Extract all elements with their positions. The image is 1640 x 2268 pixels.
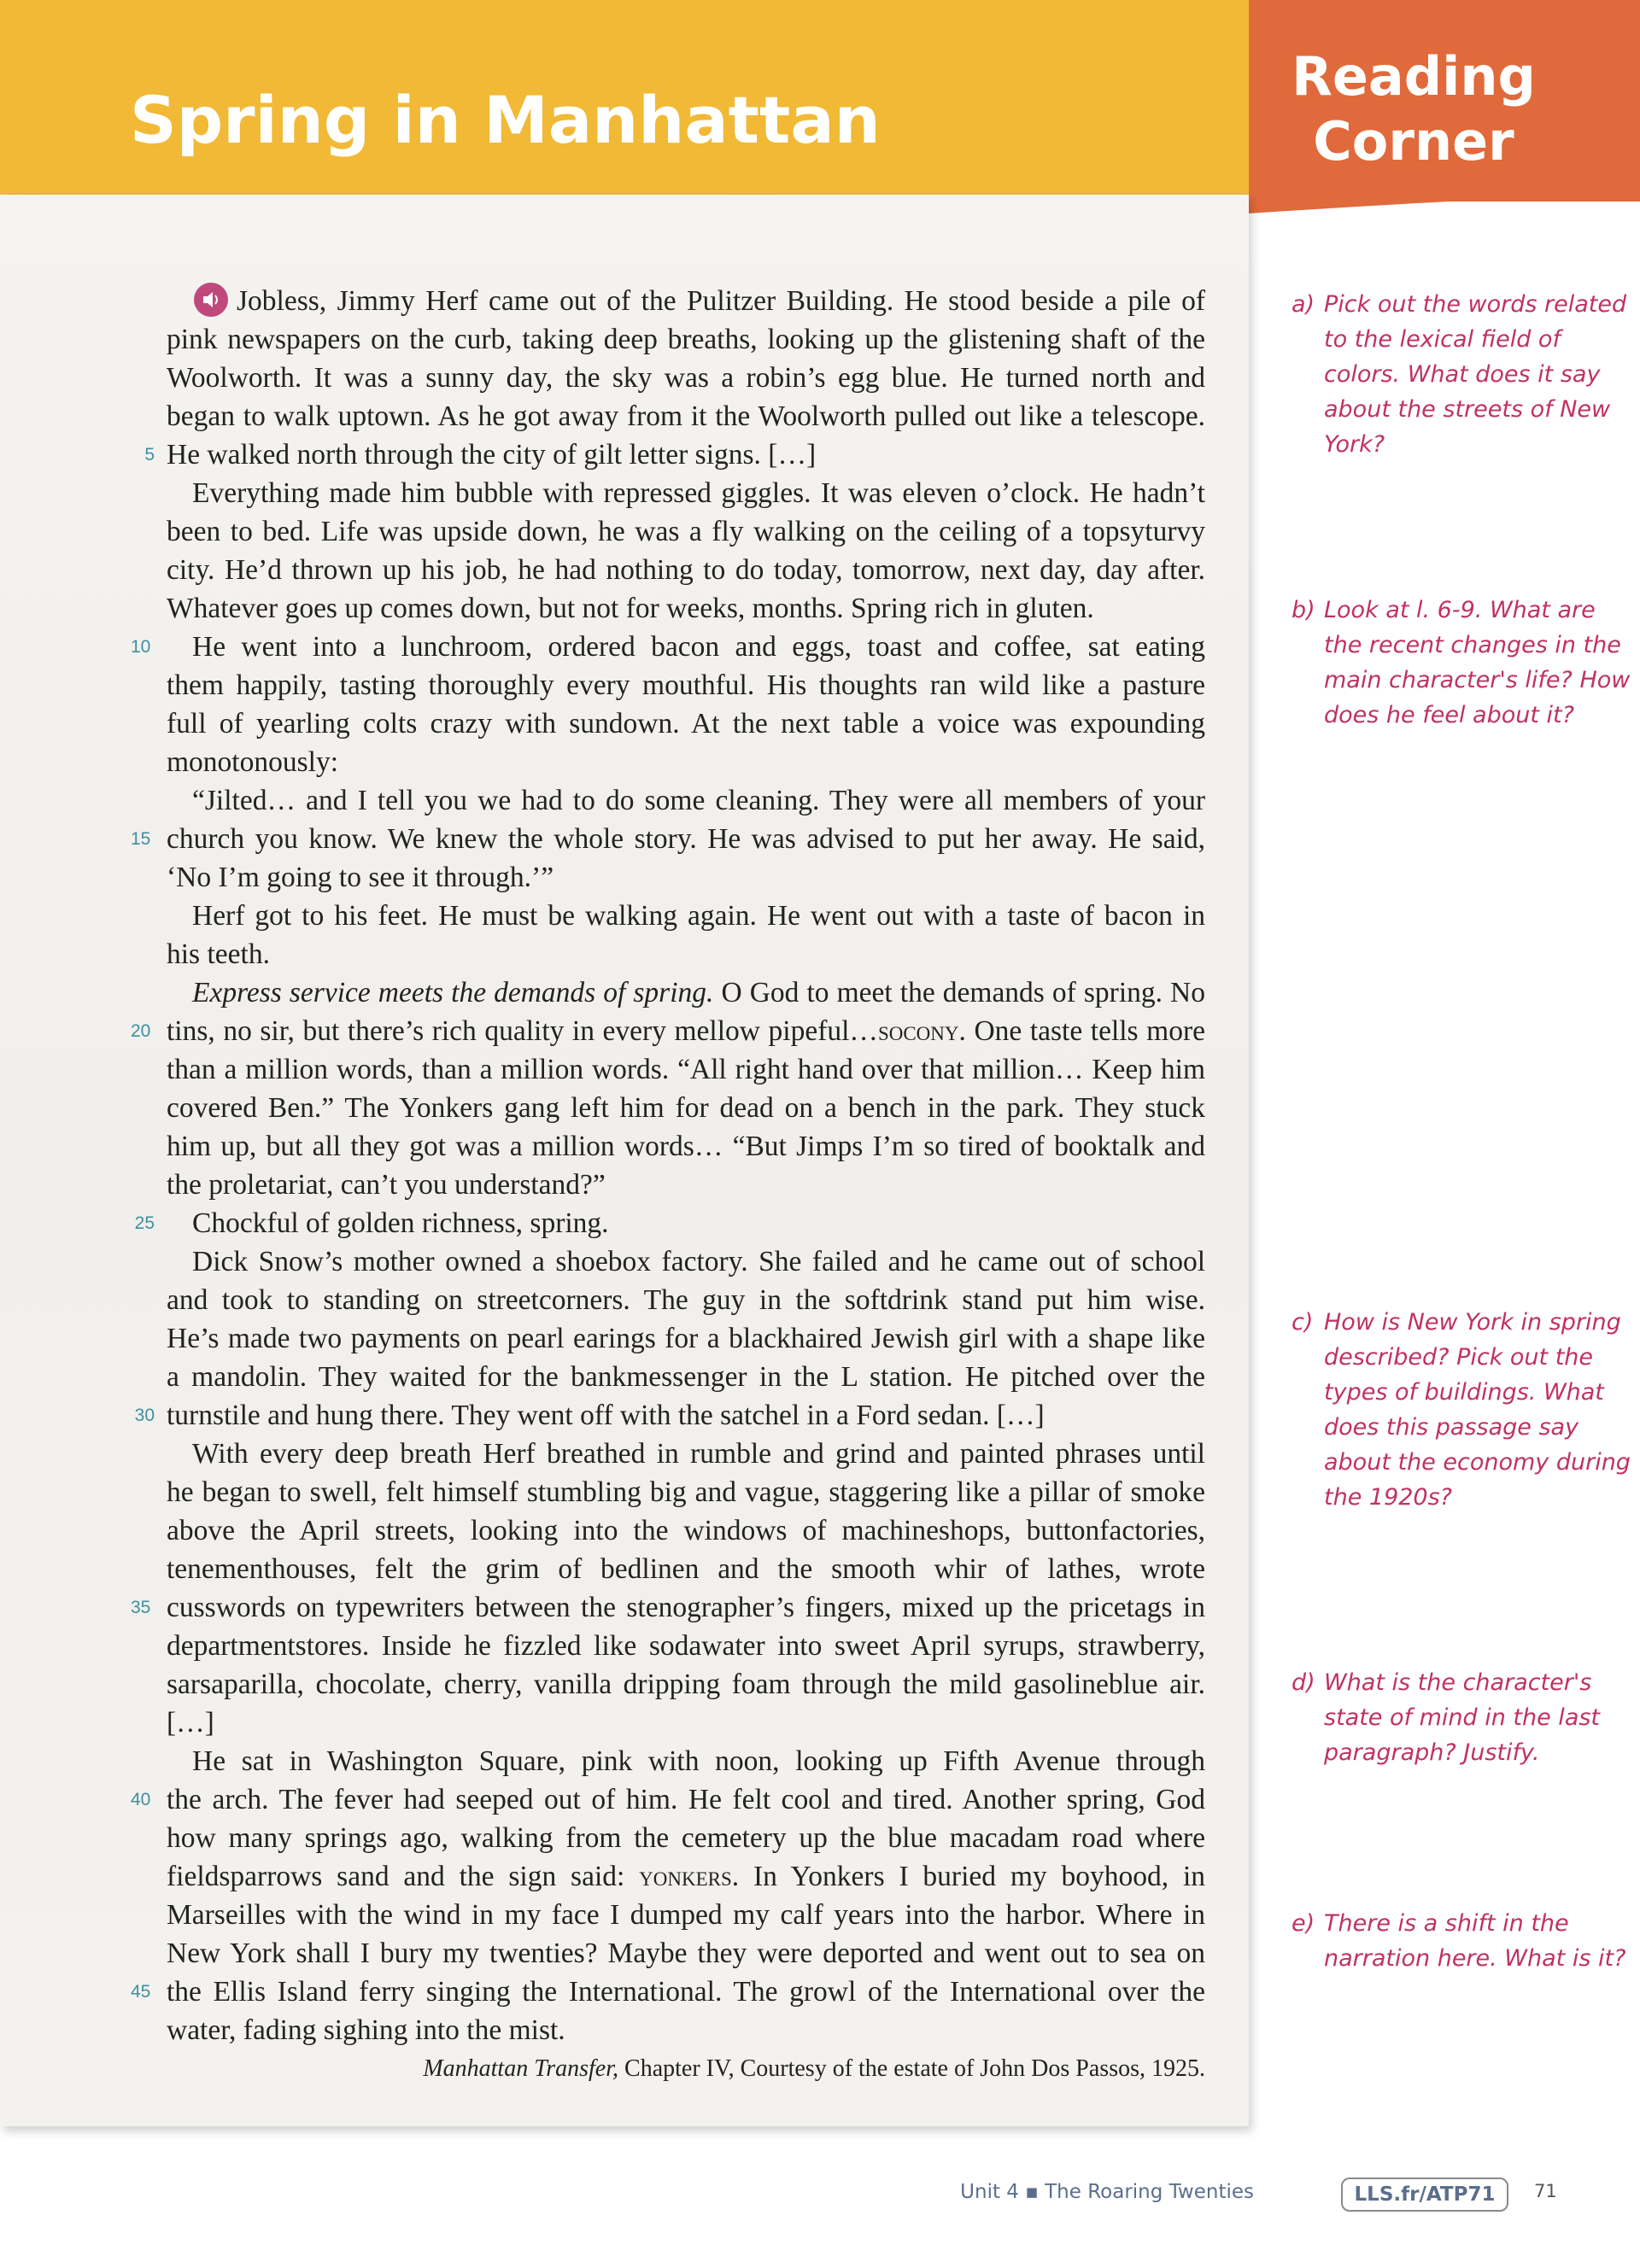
passage (131, 282, 1206, 2088)
line-number: 5 (144, 445, 155, 465)
page-footer (960, 2177, 1572, 2215)
source-title: Manhattan Transfer, (423, 2055, 619, 2082)
text-line: Jobless, Jimmy Herf came out of the Pulitzer Building. He stood beside a pile of (167, 282, 1205, 320)
text-line: 25 Chockful of golden richness, spring. (167, 1204, 1205, 1242)
text-line: tenementhouses, felt the grim of bedlinen and the smooth whir of lathes, wrote (167, 1553, 1205, 1585)
text-line: began to walk uptown. As he got away from it the Woolworth pulled out like a telescope. (167, 400, 1205, 432)
text-line: he began to swell, felt himself stumbling big and vague, staggering like a pillar of smoke (167, 1476, 1205, 1508)
text-line: sarsaparilla, chocolate, cherry, vanilla dripping foam through the mild gasolineblue air. (167, 1669, 1205, 1700)
text-line: Marseilles with the wind in my face I dumped my calf years into the harbor. Where in (167, 1899, 1205, 1931)
text-line: 5 He walked north through the city of gilt letter signs. […] (167, 435, 1205, 474)
text-line: and took to standing on streetcorners. The guy in the softdrink stand put him wise. (167, 1284, 1205, 1316)
text-line: him up, but all they got was a million words… “But Jimps I’m so tired of booktalk and (167, 1131, 1205, 1162)
question-d: d) What is the character's state of mind in the last paragraph? Justify. (1292, 1669, 1601, 1766)
reading-corner-line2: Corner (1313, 110, 1514, 172)
text-line: water, fading sighing into the mist. (167, 2014, 565, 2046)
text-line: Dick Snow’s mother owned a shoebox factory. She failed and he came out of school (192, 1246, 1205, 1277)
speaker-icon[interactable] (194, 283, 228, 317)
text-line: Everything made him bubble with repressed giggles. It was eleven o’clock. He hadn’t (192, 477, 1205, 509)
line-number: 30 (134, 1406, 155, 1425)
question-a: a) Pick out the words related to the lexical field of colors. What does it say about the streets of New York? (1292, 291, 1627, 458)
reading-corner-title (1249, 44, 1578, 174)
text-line: “Jilted… and I tell you we had to do some cleaning. They were all members of your (192, 785, 1205, 816)
text-line: departmentstores. Inside he fizzled like sodawater into sweet April syrups, strawberry, (167, 1630, 1205, 1662)
text-line: city. He’d thrown up his job, he had nothing to do today, tomorrow, next day, day after. (167, 554, 1205, 586)
text-line: than a million words, than a million words. “All right hand over that million… Keep him (167, 1054, 1205, 1085)
text-line: 40 the arch. The fever had seeped out of him. He felt cool and tired. Another spring, God (167, 1780, 1205, 1819)
text-line: Herf got to his feet. He must be walking again. He went out with a taste of bacon in (192, 900, 1205, 932)
text-line: a mandolin. They waited for the bankmessenger in the L station. He pitched over the (167, 1361, 1205, 1393)
text-line: his teeth. (167, 938, 270, 970)
smallcaps-socony: socony (877, 1015, 959, 1047)
text-line: full of yearling colts crazy with sundown. At the next table a voice was expounding (167, 708, 1205, 739)
line-number: 25 (134, 1213, 155, 1233)
text-line: Express service meets the demands of spring. O God to meet the demands of spring. No (192, 977, 1206, 1008)
line-number: 10 (131, 637, 151, 657)
text-line: 30 turnstile and hung there. They went off with the satchel in a Ford sedan. […] (167, 1396, 1205, 1435)
text-line: monotonously: (167, 746, 339, 778)
text-line: He’s made two payments on pearl earings for a blackhaired Jewish girl with a shape like (167, 1323, 1205, 1354)
text-line: fieldsparrows sand and the sign said: yonkers. In Yonkers I buried my boyhood, in (167, 1861, 1205, 1892)
line-number: 45 (131, 1982, 151, 2002)
text-line: He sat in Washington Square, pink with noon, looking up Fifth Avenue through (192, 1745, 1205, 1777)
text-line: With every deep breath Herf breathed in rumble and grind and painted phrases until (192, 1438, 1205, 1470)
line-number: 35 (131, 1598, 151, 1617)
unit-label: Unit 4 ▪ The Roaring Twenties (960, 2181, 1254, 2203)
question-e: e) There is a shift in the narration here. What is it? (1292, 1910, 1626, 1972)
line-number: 40 (131, 1790, 151, 1809)
text-line: the proletariat, can’t you understand?” (167, 1169, 606, 1201)
smallcaps-yonkers: yonkers (639, 1861, 732, 1892)
text-line: above the April streets, looking into the windows of machineshops, buttonfactories, (167, 1515, 1205, 1546)
page-title: Spring in Manhattan (130, 82, 881, 158)
page-number: 71 (1534, 2181, 1557, 2201)
reading-corner-line1: Reading (1292, 45, 1536, 108)
source-citation: Manhattan Transfer, Chapter IV, Courtesy of the estate of John Dos Passos, 1925. (423, 2055, 1205, 2082)
lls-link[interactable]: LLS.fr/ATP71 (1341, 2177, 1508, 2212)
line-number: 15 (131, 829, 151, 849)
text-line: 15 church you know. We knew the whole story. He was advised to put her away. He said, (167, 820, 1205, 858)
text-line: how many springs ago, walking from the cemetery up the blue macadam road where (167, 1822, 1205, 1854)
line-number: 20 (131, 1021, 151, 1041)
text-line: 10 He went into a lunchroom, ordered bacon and eggs, toast and coffee, sat eating (167, 628, 1205, 666)
italic-ad-slogan: Express service meets the demands of spring. (192, 977, 714, 1008)
text-line: New York shall I bury my twenties? Maybe they were deported and went out to sea on (167, 1938, 1205, 1969)
text-line: 20 tins, no sir, but there’s rich quality in every mellow pipeful…socony. One taste tells more (167, 1012, 1205, 1050)
text-line: 35 cusswords on typewriters between the stenographer’s fingers, mixed up the pricetags in (167, 1588, 1205, 1627)
text-line: Whatever goes up comes down, but not for weeks, months. Spring rich in gluten. (167, 593, 1094, 624)
text-line: 45 the Ellis Island ferry singing the International. The growl of the International over the (167, 1973, 1205, 2011)
text-line: them happily, tasting thoroughly every mouthful. His thoughts ran wild like a pasture (167, 669, 1205, 701)
text-line: been to bed. Life was upside down, he was a fly walking on the ceiling of a topsyturvy (167, 516, 1205, 547)
text-line: ‘No I’m going to see it through.’” (167, 862, 554, 893)
text-line: Woolworth. It was a sunny day, the sky was a robin’s egg blue. He turned north and (167, 362, 1205, 394)
text-line: covered Ben.” The Yonkers gang left him for dead on a bench in the park. They stuck (167, 1092, 1205, 1124)
text-line: […] (167, 1707, 214, 1739)
question-b: b) Look at l. 6-9. What are the recent changes in the main character's life? How does he feel about it? (1292, 597, 1631, 728)
question-c: c) How is New York in spring described? Pick out the types of buildings. What does this passage say about the economy during the 1920s? (1292, 1309, 1631, 1511)
text-line: pink newspapers on the curb, taking deep breaths, looking up the glistening shaft of the (167, 324, 1205, 355)
